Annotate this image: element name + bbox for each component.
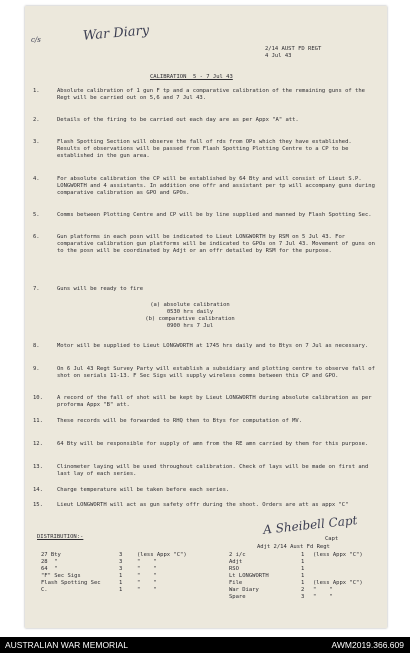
document-date: 4 Jul 43 (265, 53, 292, 59)
schedule-b-time: 0900 hrs 7 Jul (166, 323, 214, 329)
paragraph-3: 3. Flash Spotting Section will observe the fall of rds from OPs which they have established. Results of observations will be passed from Flash Spotting Plotting Centre to a CP to be established in the gun area. (33, 139, 356, 159)
paragraph-9: 9. On 6 Jul 43 Regt Survey Party will establish a subsidiary and plotting centre to observe fall of shot on serials 11-13. F Sec Sigs will supply wireless comms between this CP and GPO. (33, 366, 379, 379)
paragraph-10: 10. A record of the fall of shot will be kept by Lieut LONGWORTH during absolute calibration as per proforma Appx "B" att. (33, 395, 375, 408)
signature-rank: Capt (325, 536, 339, 542)
distribution-row: Spare 3 " " (229, 594, 333, 600)
war-diary-handwriting: War Diary (82, 23, 150, 44)
paragraph-5: 5. Comms between Plotting Centre and CP will be by line supplied and manned by Flash Spotting Sec. (33, 212, 372, 218)
signature-line: Adjt 2/14 Aust Fd Regt (257, 544, 330, 550)
document-page (25, 6, 387, 628)
schedule-a-label: (a) absolute calibration (150, 302, 230, 308)
paragraph-11: 11. These records will be forwarded to RHQ then to Btys for computation of MV. (33, 418, 303, 424)
paragraph-6: 6. Gun platforms in each posn will be indicated to Lieut LONGWORTH by RSM on 5 Jul 43. For comparative calibration gun platforms will be indicated to GPOs on 7 Jul 43. Movement of guns on to the posn will be coordinated by Adjt or an offr detailed by RSM for the purpose. (33, 234, 379, 254)
paragraph-14: 14. Charge temperature will be taken before each series. (33, 487, 230, 493)
footer-credit: AUSTRALIAN WAR MEMORIAL (5, 640, 128, 650)
paragraph-7: 7. Guns will be ready to fire (33, 286, 144, 292)
margin-mark: c/s (31, 36, 41, 44)
paragraph-12: 12. 64 Bty will be responsible for supply of amn from the RE amn carried by them for this purpose. (33, 441, 369, 447)
paragraph-4: 4. For absolute calibration the CP will be established by 64 Bty and will consist of Lieut S.P. LONGWORTH and 4 assistants. In addition one offr and assistant per tp will accompany guns during comparative calibration as GPO and GPOs. (33, 176, 379, 196)
schedule-b-label: (b) comparative calibration (145, 316, 235, 322)
paragraph-2: 2. Details of the firing to be carried out each day are as per Appx "A" att. (33, 117, 299, 123)
distribution-row: 27 Bty 3 (less Appx "C") 2 i/c 1 (less Appx "C") (41, 552, 363, 558)
distribution-row: Flash Spotting Sec 1 " " File 1 (less Appx "C") (41, 580, 363, 586)
distribution-heading: DISTRIBUTION:- (37, 534, 84, 540)
distribution-row: C. 1 " " War Diary 2 " " (41, 587, 333, 593)
document-title: CALIBRATION 5 - 7 Jul 43 (150, 74, 233, 80)
unit-header: 2/14 AUST FD REGT (265, 46, 322, 52)
paragraph-8: 8. Motor will be supplied to Lieut LONGWORTH at 1745 hrs daily and to Btys on 7 Jul as necessary. (33, 343, 369, 349)
paragraph-15: 15. Lieut LONGWORTH will act as gun safety offr during the shoot. Orders are att as appx "C" (33, 502, 349, 508)
paragraph-1: 1. Absolute calibration of 1 gun F tp and a comparative calibration of the remaining guns of the Regt will be carried out on 5,6 and 7 Jul 43. (33, 88, 369, 101)
distribution-row: 28 " 3 " " Adjt 1 (41, 559, 305, 565)
distribution-row: "F" Sec Sigs 1 " " Lt LONGWORTH 1 (41, 573, 305, 579)
signature-handwriting: A Sheibell Capt (262, 513, 358, 537)
paragraph-13: 13. Clinometer laying will be used throughout calibration. Check of lays will be made on first and last lay of each series. (33, 464, 372, 477)
schedule-a-time: 0530 hrs daily (166, 309, 214, 315)
distribution-row: 64 " 3 " " RSO 1 (41, 566, 305, 572)
footer-bar (0, 637, 410, 653)
footer-accession-number: AWM2019.366.609 (331, 640, 404, 650)
